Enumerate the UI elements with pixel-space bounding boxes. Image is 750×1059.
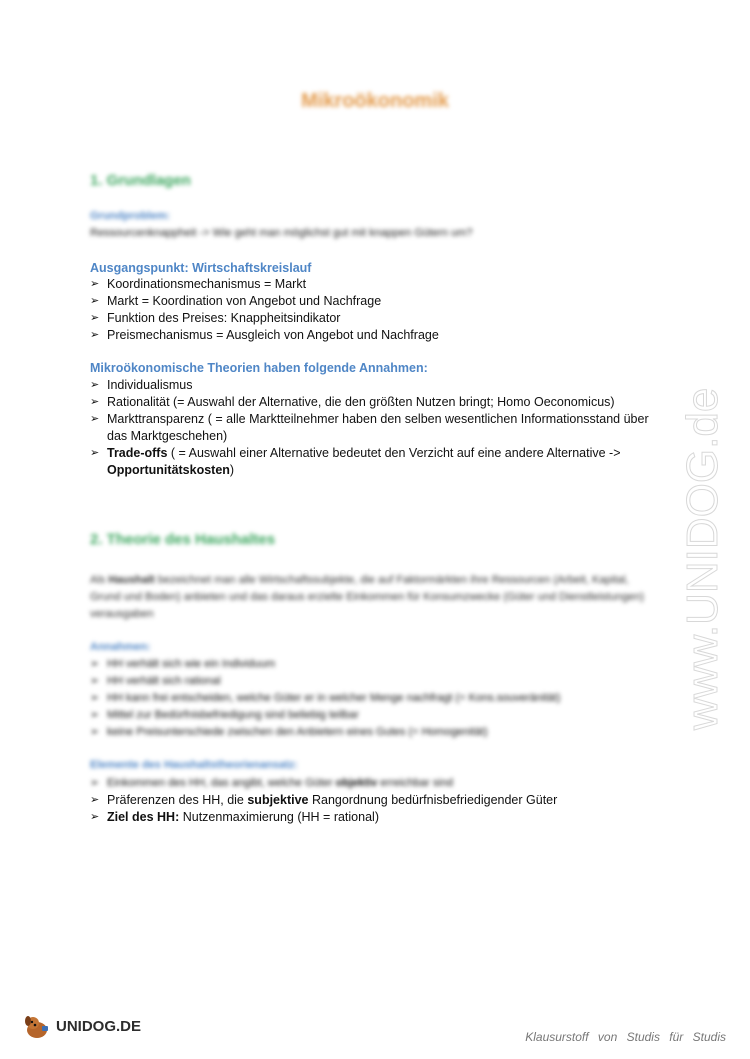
elemente-list xyxy=(90,775,650,826)
watermark-text: www.UNIDOG.de xyxy=(678,387,727,730)
dog-mascot-icon xyxy=(22,1012,52,1040)
item-bold: objektiv xyxy=(335,777,378,789)
list-item: ➢ Mittel zur Bedürfnisbefriedigung sind beliebig teilbar xyxy=(90,707,650,724)
list-item xyxy=(90,792,650,809)
grundproblem-label: Grundproblem: xyxy=(90,210,171,222)
theorien-label: Mikroökonomische Theorien haben folgende Annahmen: xyxy=(90,361,428,375)
item-bold: subjektive xyxy=(247,793,309,807)
section-heading-haushalt: 2. Theorie des Haushaltes xyxy=(90,531,276,548)
item-text: Einkommen des HH, das angibt, welche Güter xyxy=(107,777,336,789)
item-text: erreichbar sind xyxy=(377,777,454,789)
haushalt-paragraph xyxy=(90,572,650,623)
list-item: ➢ HH verhält sich rational xyxy=(90,673,650,690)
list-item: ➢ Funktion des Preises: Knappheitsindikator xyxy=(90,310,650,327)
section-heading-grundlagen: 1. Grundlagen xyxy=(90,172,191,189)
list-item-tradeoffs xyxy=(90,445,650,479)
grundproblem-text: Ressourcenknappheit -> Wie geht man möglichst gut mit knappen Gütern um? xyxy=(90,227,473,239)
list-item xyxy=(90,775,650,792)
list-item: ➢ Rationalität (= Auswahl der Alternative, die den größten Nutzen bringt; Homo Oeconomicus) xyxy=(90,394,650,411)
para-text: Als xyxy=(90,574,109,586)
para-bold: Haushalt xyxy=(108,574,155,586)
tradeoffs-end: ) xyxy=(229,463,235,477)
page-title: Mikroökonomik xyxy=(301,90,449,112)
opportunitaetskosten-bold: Opportunitätskosten xyxy=(107,463,230,477)
item-text: Präferenzen des HH, die xyxy=(107,793,248,807)
theorien-list xyxy=(90,377,650,479)
list-item: ➢ HH verhält sich wie ein Individuum xyxy=(90,656,650,673)
elemente-label: Elemente des Haushaltstheorienansatz: xyxy=(90,759,298,771)
annahmen-label: Annahmen: xyxy=(90,641,151,653)
watermark xyxy=(655,280,735,740)
list-item: ➢ Markt = Koordination von Angebot und Nachfrage xyxy=(90,293,650,310)
footer-logo[interactable] xyxy=(22,1012,141,1040)
footer-tagline: Klausurstoff von Studis für Studis xyxy=(525,1030,726,1044)
annahmen-list xyxy=(90,656,650,741)
tradeoffs-text: ( = Auswahl einer Alternative bedeutet den Verzicht auf eine andere Alternative -> xyxy=(167,446,621,460)
list-item: ➢ Koordinationsmechanismus = Markt xyxy=(90,276,650,293)
list-item: ➢ Individualismus xyxy=(90,377,650,394)
item-text: Rangordnung bedürfnisbefriedigender Güter xyxy=(308,793,558,807)
para-text: bezeichnet man alle Wirtschaftssubjekte, die auf Faktormärkten ihre Ressourcen (Arbeit, Kapital, Grund und Boden) anbieten und das daraus erzielte Einkommen für Konsumzwecke (Güter und Dienstleistungen) verausgaben xyxy=(90,574,644,620)
list-item: ➢ Preismechanismus = Ausgleich von Angebot und Nachfrage xyxy=(90,327,650,344)
list-item: ➢ keine Preisunterschiede zwischen den Anbietern eines Gutes (= Homogenität) xyxy=(90,724,650,741)
tradeoffs-bold: Trade-offs xyxy=(107,446,168,460)
list-item xyxy=(90,809,650,826)
item-bold: Ziel des HH: xyxy=(107,810,180,824)
footer-logo-text: UNIDOG.DE xyxy=(56,1017,142,1035)
ausgangspunkt-list xyxy=(90,276,650,344)
list-item: ➢ Markttransparenz ( = alle Marktteilnehmer haben den selben wesentlichen Informationsstand über das Marktgeschehen) xyxy=(90,411,650,445)
item-text: Nutzenmaximierung (HH = rational) xyxy=(179,810,379,824)
ausgangspunkt-label: Ausgangspunkt: Wirtschaftskreislauf xyxy=(90,261,312,275)
list-item: ➢ HH kann frei entscheiden, welche Güter er in welcher Menge nachfragt (= Kons.souveränität) xyxy=(90,690,650,707)
